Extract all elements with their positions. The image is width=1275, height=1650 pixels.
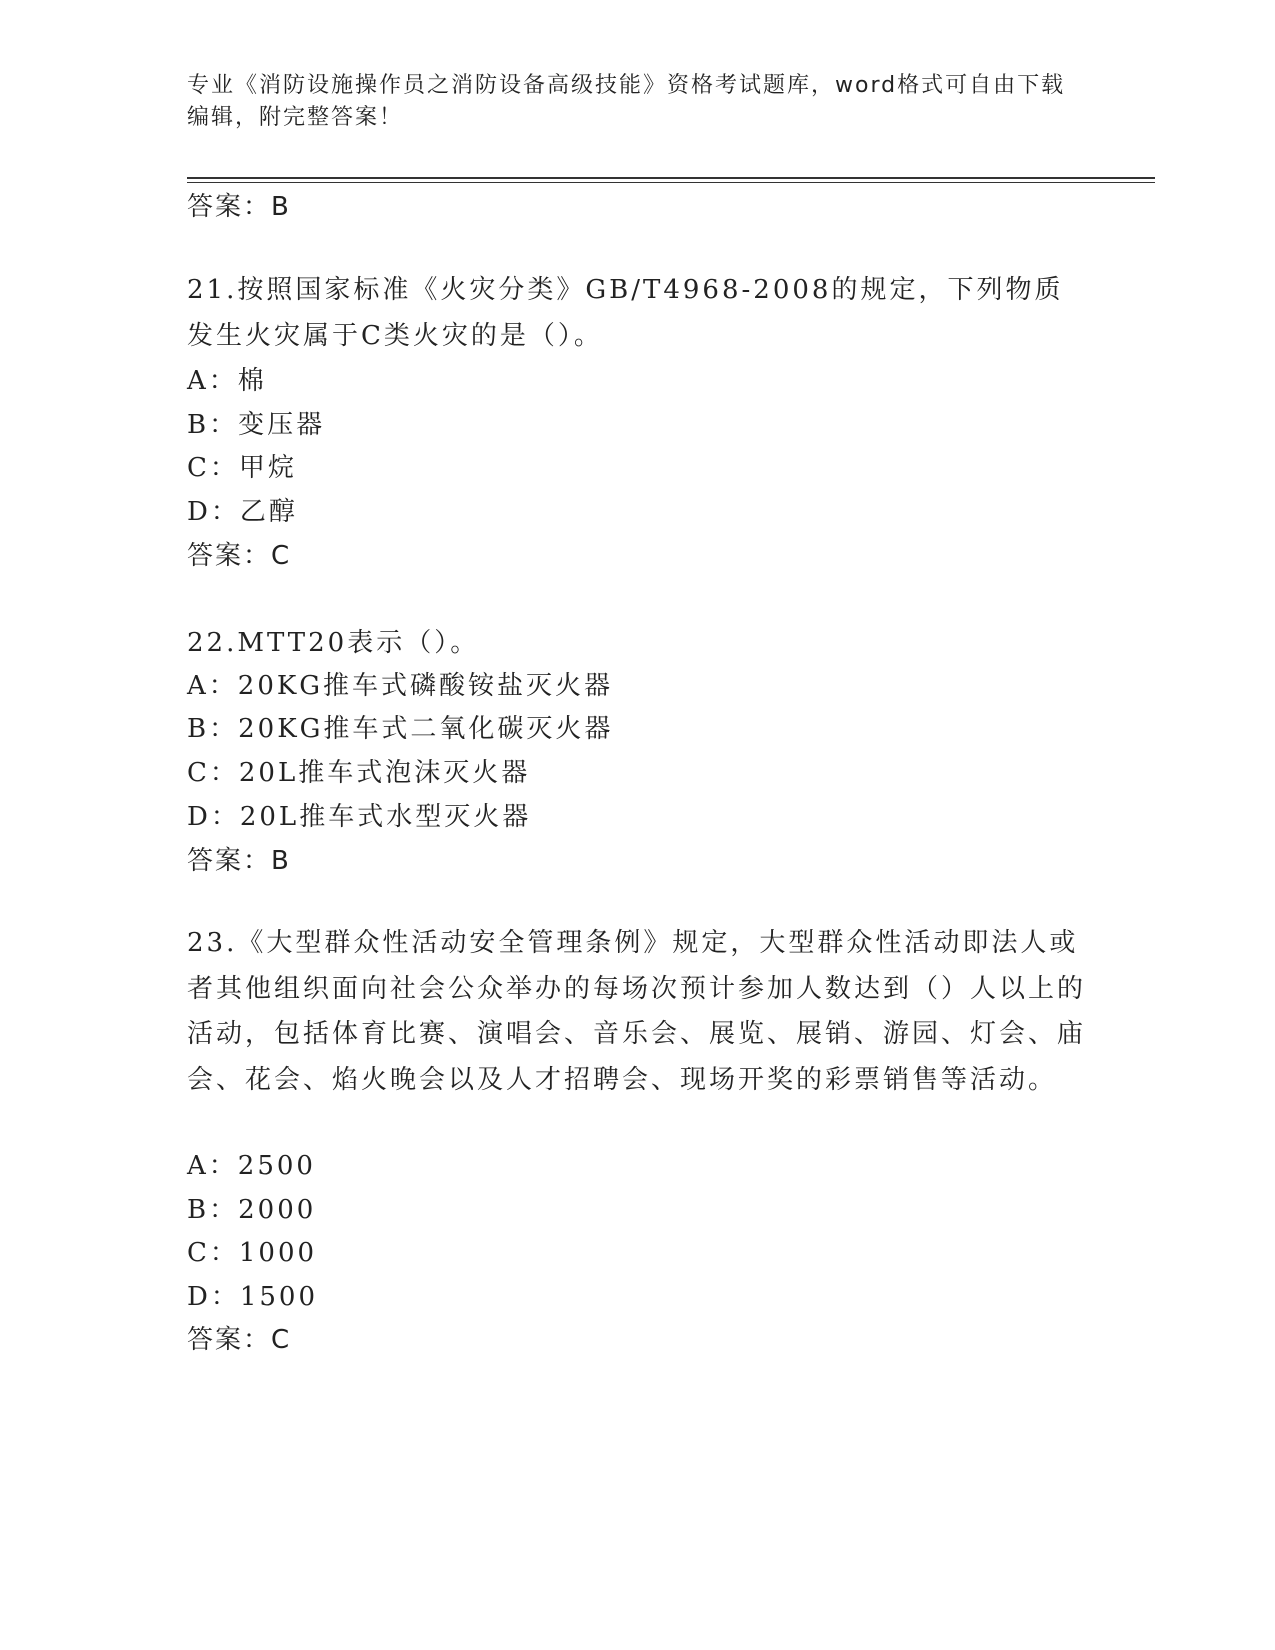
header-divider-thin [187, 182, 1155, 183]
question-21-answer: 答案：C [187, 541, 292, 571]
header-divider-thick [187, 177, 1155, 179]
answer-previous: 答案：B [187, 192, 291, 222]
question-23-stem: 23.《大型群众性活动安全管理条例》规定，大型群众性活动即法人或者其他组织面向社会公众举办的每场次预计参加人数达到（）人以上的活动，包括体育比赛、演唱会、音乐会、展览、展销、游园、灯会、庙会、花会、焰火晚会以及人才招聘会、现场开奖的彩票销售等活动。 [187, 928, 1087, 1095]
question-23-option-b: B：2000 [187, 1195, 317, 1225]
question-21-option-a: A：棉 [187, 366, 267, 396]
question-21-stem: 21.按照国家标准《火灾分类》GB/T4968-2008的规定，下列物质发生火灾属于C类火灾的是（）。 [187, 275, 1064, 351]
document-header: 专业《消防设施操作员之消防设备高级技能》资格考试题库，word格式可自由下载编辑，附完整答案！ [187, 73, 1066, 130]
question-22-stem: 22.MTT20表示（）。 [187, 628, 480, 658]
question-22-answer: 答案：B [187, 846, 291, 876]
question-22-option-c: C：20L推车式泡沫灭火器 [187, 758, 531, 788]
question-21-option-d: D：乙醇 [187, 497, 298, 527]
question-22-option-b: B：20KG推车式二氧化碳灭火器 [187, 714, 614, 744]
question-23-answer: 答案：C [187, 1325, 292, 1355]
question-23-option-c: C：1000 [187, 1238, 318, 1268]
question-21-option-b: B：变压器 [187, 410, 326, 440]
question-22-option-d: D：20L推车式水型灭火器 [187, 802, 532, 832]
question-21-option-c: C：甲烷 [187, 453, 297, 483]
question-22-option-a: A：20KG推车式磷酸铵盐灭火器 [187, 671, 614, 701]
question-23-option-d: D：1500 [187, 1282, 319, 1312]
question-23-option-a: A：2500 [187, 1151, 316, 1181]
